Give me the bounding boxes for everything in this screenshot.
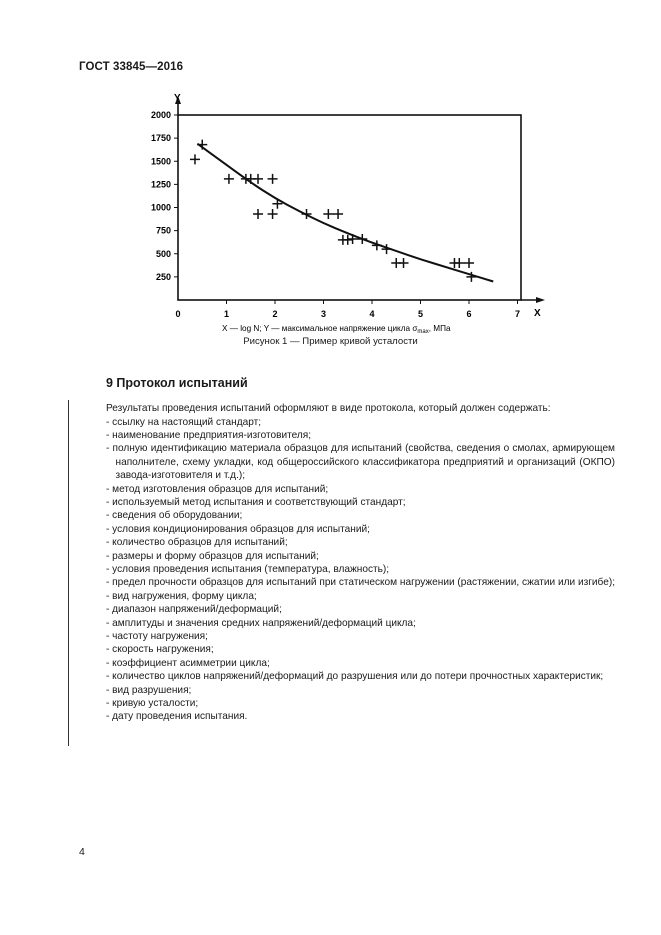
y-tick-label: 1250 [150, 179, 171, 190]
protocol-item: - условия кондиционирования образцов для испытаний; [106, 523, 370, 535]
x-tick-label: 0 [175, 309, 181, 319]
data-point-marker [268, 209, 278, 219]
protocol-item: - сведения об оборудовании; [106, 510, 243, 522]
data-point-marker [253, 174, 263, 184]
x-tick-label: 4 [369, 309, 375, 319]
axis-legend-subscript: max [417, 329, 429, 335]
fatigue-curve-line [197, 144, 493, 282]
data-point-marker [197, 140, 207, 150]
chart-frame [175, 96, 545, 303]
protocol-item: - количество образцов для испытаний; [106, 537, 288, 549]
protocol-item: - диапазон напряжений/деформаций; [106, 604, 282, 616]
protocol-item: - амплитуды и значения средних напряжений/деформаций цикла; [106, 617, 416, 629]
data-point-marker [224, 174, 234, 184]
data-point-marker [253, 209, 263, 219]
y-tick-label: 1000 [150, 202, 171, 213]
data-points [190, 140, 476, 282]
protocol-item: - частоту нагружения; [106, 631, 208, 642]
protocol-item: - ссылку на настоящий стандарт; [106, 416, 262, 428]
section-title: 9 Протокол испытаний [106, 376, 248, 390]
protocol-item: - количество циклов напряжений/деформаций до разрушения или до потери прочностных характеристик; [106, 671, 604, 683]
protocol-item: - используемый метод испытания и соответствующий стандарт; [106, 496, 406, 508]
protocol-item: - полную идентификацию материала образцов для испытаний (свойства, сведения о смолах, армирующем наполнителе, схему укладки, код общероссийского классификатора предприятий и организаций (ОКПО) завода-изготовителя и т.д.); [106, 443, 615, 482]
y-axis-title: Y [174, 93, 181, 104]
x-axis-ticks [175, 300, 520, 319]
protocol-item: - вид нагружения, форму цикла; [106, 590, 257, 602]
x-tick-label: 2 [272, 309, 278, 319]
section-intro: Результаты проведения испытаний оформляют в виде протокола, который должен содержать: [106, 403, 551, 414]
data-point-marker [372, 240, 382, 250]
data-point-marker [464, 258, 474, 268]
protocol-items-list [106, 416, 615, 724]
change-bar [68, 400, 69, 746]
protocol-item: - вид разрушения; [106, 684, 192, 696]
data-point-marker [268, 174, 278, 184]
x-tick-label: 5 [417, 309, 424, 319]
y-tick-label: 1500 [150, 156, 171, 167]
x-tick-label: 3 [320, 309, 327, 319]
data-point-marker [357, 234, 367, 244]
y-tick-label: 1750 [150, 133, 171, 144]
axis-legend [222, 324, 451, 335]
plot-border [178, 115, 521, 300]
y-tick-label: 750 [155, 225, 171, 236]
data-point-marker [343, 235, 353, 245]
protocol-item: - дату проведения испытания. [106, 711, 248, 723]
axis-legend-main: X — log N; Y — максимальное напряжение цикла σ [222, 324, 418, 333]
y-tick-label: 250 [155, 271, 171, 282]
x-tick-label: 7 [514, 309, 521, 319]
protocol-item: - кривую усталости; [106, 698, 199, 710]
data-point-marker [454, 258, 464, 268]
protocol-item: - скорость нагружения; [106, 644, 214, 656]
y-tick-label: 500 [155, 248, 171, 259]
data-point-marker [348, 234, 358, 244]
data-point-marker [190, 154, 200, 164]
protocol-item: - размеры и форму образцов для испытаний; [106, 550, 319, 562]
protocol-item: - условия проведения испытания (температура, влажность); [106, 563, 390, 575]
x-tick-label: 6 [466, 309, 472, 319]
y-tick-label: 2000 [150, 110, 171, 120]
fatigue-curve-chart [0, 0, 661, 335]
document-header: ГОСТ 33845—2016 [79, 61, 184, 73]
data-point-marker [323, 209, 333, 219]
x-axis-arrow [536, 297, 545, 303]
data-point-marker [399, 258, 409, 268]
page-number: 4 [79, 846, 85, 858]
figure-caption: Рисунок 1 — Пример кривой усталости [243, 336, 418, 347]
protocol-item: - коэффициент асимметрии цикла; [106, 657, 270, 669]
protocol-item: - предел прочности образцов для испытаний при статическом нагружении (растяжении, сжатии или изгибе); [106, 577, 615, 589]
x-axis-title: X [534, 308, 541, 319]
protocol-item: - наименование предприятия-изготовителя; [106, 429, 312, 441]
data-point-marker [333, 209, 343, 219]
axis-legend-unit: , МПа [428, 324, 451, 333]
protocol-item: - метод изготовления образцов для испытаний; [106, 483, 329, 495]
x-tick-label: 1 [223, 309, 230, 319]
y-axis-ticks [151, 110, 178, 282]
